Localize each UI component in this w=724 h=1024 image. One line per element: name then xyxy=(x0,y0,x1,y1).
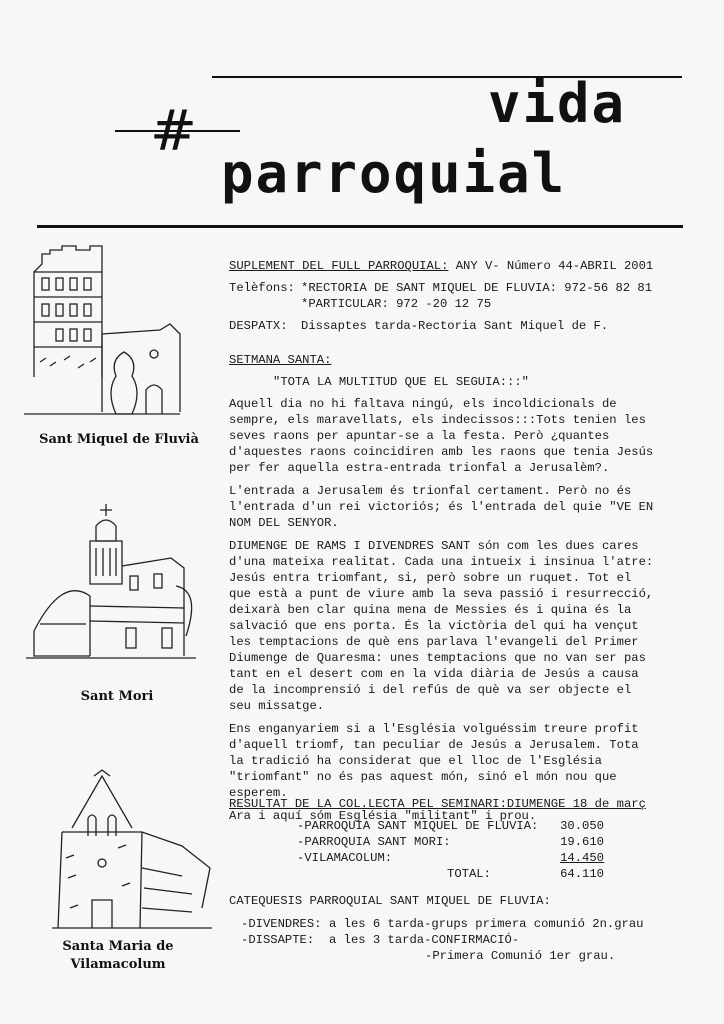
article-heading: SETMANA SANTA: xyxy=(229,353,332,367)
catechesis-detail: a les 6 tarda-grups primera comunió 2n.grau xyxy=(329,917,644,931)
article-paragraph: Aquell dia no hi faltava ningú, els incoldicionals de sempre, els maravellats, els indecissos:::Tots tenien les seves raons per apuntar-se a la festa. Però ¿quantes d'aquestes raons coincidiren amb les raons que tenia Jesús per fer aquella estra-entrada trionfal a Jerusalèm?. xyxy=(229,397,654,475)
collection-row-label: -PARROQUIA SANT MIQUEL DE FLUVIA: xyxy=(297,819,539,833)
catechesis-detail: -Primera Comunió 1er grau. xyxy=(425,949,616,963)
church-sketch-sant-mori xyxy=(26,496,206,666)
article-paragraph: L'entrada a Jerusalem és trionfal certament. Però no és l'entrada d'un rei victoriós; és l'entrada del quie "VE EN NOM DEL SENYOR. xyxy=(229,484,654,530)
supplement-line xyxy=(229,258,659,274)
masthead-title-parroquial: parroquial xyxy=(221,142,567,205)
collection-row-value: 19.610 xyxy=(560,835,604,849)
office-line xyxy=(229,318,659,334)
phone-rectoria: *RECTORIA DE SANT MIQUEL DE FLUVIA: 972-56 82 81 xyxy=(301,281,653,295)
phones-line-1 xyxy=(229,280,659,296)
collection-row-value: 30.050 xyxy=(560,819,604,833)
collection-total-row xyxy=(229,866,659,882)
phones-label: Telèfons: xyxy=(229,281,295,295)
catechesis-block xyxy=(229,893,659,964)
collection-row-value: 14.450 xyxy=(560,851,604,865)
phones-line-2 xyxy=(229,296,659,312)
collection-row xyxy=(229,850,659,866)
catechesis-day: -DIVENDRES: xyxy=(241,917,322,931)
masthead-title-vida: vida xyxy=(488,72,627,135)
supplement-issue: ANY V- Número 44-ABRIL 2001 xyxy=(448,259,654,273)
church-sketch-sant-miquel xyxy=(20,242,220,417)
supplement-label: SUPLEMENT DEL FULL PARROQUIAL: xyxy=(229,259,449,273)
catechesis-detail: a les 3 tarda-CONFIRMACIÓ- xyxy=(329,933,520,947)
caption-sant-miquel: Sant Miquel de Fluvià xyxy=(39,432,199,447)
church-sketch-vilamacolum xyxy=(22,768,222,938)
collection-total-label: TOTAL: xyxy=(447,867,491,881)
collection-total-value: 64.110 xyxy=(560,867,604,881)
article-paragraph: Ens enganyariem si a l'Església volguéssim treure profit d'aquell triomf, tan peculiar de Jesús a Jerusalem. Tota la tradició ha considerat que el lloc de l'Església "triomfant" no és pas aquest món, sinó el món nou que esperem. xyxy=(229,722,639,800)
collection-row xyxy=(229,818,659,834)
collection-block xyxy=(229,796,659,882)
caption-sant-mori: Sant Mori xyxy=(80,689,154,704)
article-paragraph: DIUMENGE DE RAMS I DIVENDRES SANT són com les dues cares d'una mateixa realitat. Cada una intueix i insinua l'atre: Jesús entra triomfant, si, però sobre un ruquet. Tot el que està a punt de viure amb la seva passió i resurrecció, deixarà ben clar quina mena de Messies és i quina és la salvació que ens porta. És la victòria del qui ha vençut les temptacions de què ens parlava l'evangeli del Primer Diumenge de Quaresma: unes temptacions que no van ser pas tant en el desert com en la vida diària de Jesús a causa de la incomprensió i del refús de què va ser objecte el seu missatge. xyxy=(229,539,654,713)
masthead-bottom-rule xyxy=(37,225,683,228)
collection-row-label: -VILAMACOLUM: xyxy=(297,851,393,865)
catechesis-line xyxy=(229,916,659,932)
phone-particular: *PARTICULAR: 972 -20 12 75 xyxy=(301,297,492,311)
collection-row xyxy=(229,834,659,850)
catechesis-line xyxy=(229,948,659,964)
collection-heading: RESULTAT DE LA COL.LECTA PEL SEMINARI:DIUMENGE 18 de març xyxy=(229,797,646,811)
catechesis-line xyxy=(229,932,659,948)
header-block xyxy=(229,258,659,334)
article-quote: "TOTA LA MULTITUD QUE EL SEGUIA:::" xyxy=(273,375,529,389)
masthead-mark: # xyxy=(150,99,197,164)
article-block xyxy=(229,352,659,824)
catechesis-day: -DISSAPTE: xyxy=(241,933,315,947)
caption-vilamacolum: Santa Maria de Vilamacolum xyxy=(62,939,174,972)
article-paragraph: Ara i aquí sóm Església "militant" i prou. xyxy=(229,809,537,823)
collection-row-label: -PARROQUIA SANT MORI: xyxy=(297,835,451,849)
office-label: DESPATX: xyxy=(229,319,288,333)
catechesis-heading: CATEQUESIS PARROQUIAL SANT MIQUEL DE FLUVIA: xyxy=(229,894,551,908)
office-hours: Dissaptes tarda-Rectoria Sant Miquel de F. xyxy=(301,319,609,333)
